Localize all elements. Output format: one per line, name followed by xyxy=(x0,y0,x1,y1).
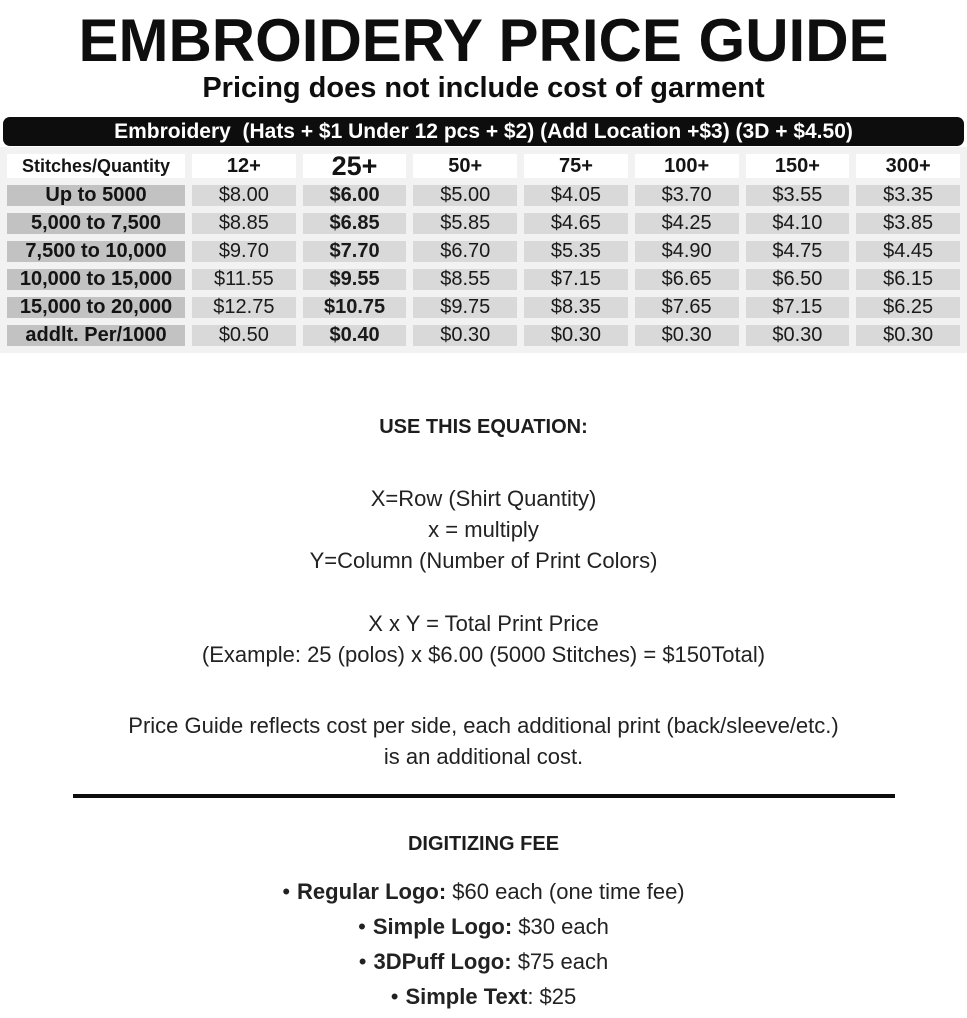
price-cell: $9.55 xyxy=(303,269,407,290)
fee-item-label: Regular Logo: xyxy=(297,879,447,904)
fee-item-simple-logo xyxy=(0,909,967,944)
fee-item-value: $75 each xyxy=(511,949,609,974)
price-cell: $7.70 xyxy=(303,241,407,262)
column-header-12plus: 12+ xyxy=(192,154,296,178)
bullet-icon: • xyxy=(358,914,366,939)
page-title: EMBROIDERY PRICE GUIDE xyxy=(78,7,889,74)
table-row xyxy=(7,241,960,262)
fee-item-value: : $25 xyxy=(527,984,577,1009)
price-cell: $4.65 xyxy=(524,213,628,234)
column-header-50plus: 50+ xyxy=(413,154,517,178)
price-cell: $4.05 xyxy=(524,185,628,206)
price-cell: $8.85 xyxy=(192,213,296,234)
price-guide-note-line1: Price Guide reflects cost per side, each additional print (back/sleeve/etc.) xyxy=(128,713,839,738)
table-row xyxy=(7,269,960,290)
equation-line-total: X x Y = Total Print Price xyxy=(368,611,599,636)
embroidery-banner: Embroidery (Hats + $1 Under 12 pcs + $2) (Add Location +$3) (3D + $4.50) xyxy=(3,117,964,146)
column-header-75plus: 75+ xyxy=(524,154,628,178)
bullet-icon: • xyxy=(358,949,367,974)
price-cell: $5.85 xyxy=(413,213,517,234)
price-cell: $6.15 xyxy=(856,269,960,290)
price-cell: $0.40 xyxy=(303,325,407,346)
price-cell: $0.30 xyxy=(524,325,628,346)
table-row xyxy=(7,325,960,346)
price-cell: $5.00 xyxy=(413,185,517,206)
column-header-100plus: 100+ xyxy=(635,154,739,178)
price-cell: $6.70 xyxy=(413,241,517,262)
price-cell: $9.70 xyxy=(192,241,296,262)
price-cell: $4.90 xyxy=(635,241,739,262)
fee-item-simple-text xyxy=(0,979,967,1014)
fee-item-value: $60 each (one time fee) xyxy=(446,879,685,904)
row-label: 7,500 to 10,000 xyxy=(7,241,185,262)
section-divider xyxy=(73,794,895,798)
price-cell: $6.00 xyxy=(303,185,407,206)
price-cell: $6.85 xyxy=(303,213,407,234)
price-cell: $4.75 xyxy=(746,241,850,262)
row-label: 15,000 to 20,000 xyxy=(7,297,185,318)
equation-line-example: (Example: 25 (polos) x $6.00 (5000 Stitches) = $150Total) xyxy=(201,642,766,667)
price-cell: $11.55 xyxy=(192,269,296,290)
table-row xyxy=(7,185,960,206)
column-header-300plus: 300+ xyxy=(856,154,960,178)
price-cell: $4.10 xyxy=(746,213,850,234)
digitizing-fee-section xyxy=(0,832,967,1014)
equation-line-multiply: x = multiply xyxy=(428,517,539,542)
column-header-150plus: 150+ xyxy=(746,154,850,178)
equation-heading: USE THIS EQUATION: xyxy=(379,416,588,438)
fee-item-label: Simple Text xyxy=(405,984,528,1009)
price-cell: $7.15 xyxy=(746,297,850,318)
table-row xyxy=(7,297,960,318)
digitizing-fee-heading: DIGITIZING FEE xyxy=(407,833,560,855)
price-table xyxy=(0,147,967,353)
price-cell: $0.30 xyxy=(856,325,960,346)
fee-item-regular-logo xyxy=(0,874,967,909)
fee-item-label: Simple Logo: xyxy=(372,914,513,939)
price-cell: $3.70 xyxy=(635,185,739,206)
price-cell: $0.50 xyxy=(192,325,296,346)
bullet-icon: • xyxy=(390,984,399,1009)
price-cell: $5.35 xyxy=(524,241,628,262)
price-cell: $0.30 xyxy=(635,325,739,346)
price-cell: $7.65 xyxy=(635,297,739,318)
price-cell: $4.45 xyxy=(856,241,960,262)
equation-section xyxy=(0,415,967,772)
column-header-25plus: 25+ xyxy=(303,154,407,178)
equation-line-y: Y=Column (Number of Print Colors) xyxy=(309,548,658,573)
price-guide-note-line2: is an additional cost. xyxy=(383,744,584,769)
row-label: 5,000 to 7,500 xyxy=(7,213,185,234)
page-subtitle: Pricing does not include cost of garment xyxy=(202,72,765,104)
price-cell: $6.65 xyxy=(635,269,739,290)
price-cell: $8.55 xyxy=(413,269,517,290)
price-cell: $12.75 xyxy=(192,297,296,318)
row-label: 10,000 to 15,000 xyxy=(7,269,185,290)
price-cell: $9.75 xyxy=(413,297,517,318)
price-cell: $6.25 xyxy=(856,297,960,318)
bullet-icon: • xyxy=(282,879,291,904)
price-cell: $0.30 xyxy=(413,325,517,346)
table-header-row xyxy=(7,154,960,178)
price-cell: $3.85 xyxy=(856,213,960,234)
price-cell: $8.00 xyxy=(192,185,296,206)
fee-item-3dpuff-logo xyxy=(0,944,967,979)
row-label: addlt. Per/1000 xyxy=(7,325,185,346)
price-cell: $3.55 xyxy=(746,185,850,206)
equation-line-x: X=Row (Shirt Quantity) xyxy=(370,486,597,511)
fee-item-label: 3DPuff Logo: xyxy=(373,949,512,974)
price-cell: $7.15 xyxy=(524,269,628,290)
row-label: Up to 5000 xyxy=(7,185,185,206)
price-cell: $4.25 xyxy=(635,213,739,234)
price-cell: $0.30 xyxy=(746,325,850,346)
price-cell: $8.35 xyxy=(524,297,628,318)
price-cell: $3.35 xyxy=(856,185,960,206)
fee-item-value: $30 each xyxy=(512,914,609,939)
price-cell: $10.75 xyxy=(303,297,407,318)
price-cell: $6.50 xyxy=(746,269,850,290)
column-header-stitches-quantity: Stitches/Quantity xyxy=(7,154,185,178)
table-row xyxy=(7,213,960,234)
